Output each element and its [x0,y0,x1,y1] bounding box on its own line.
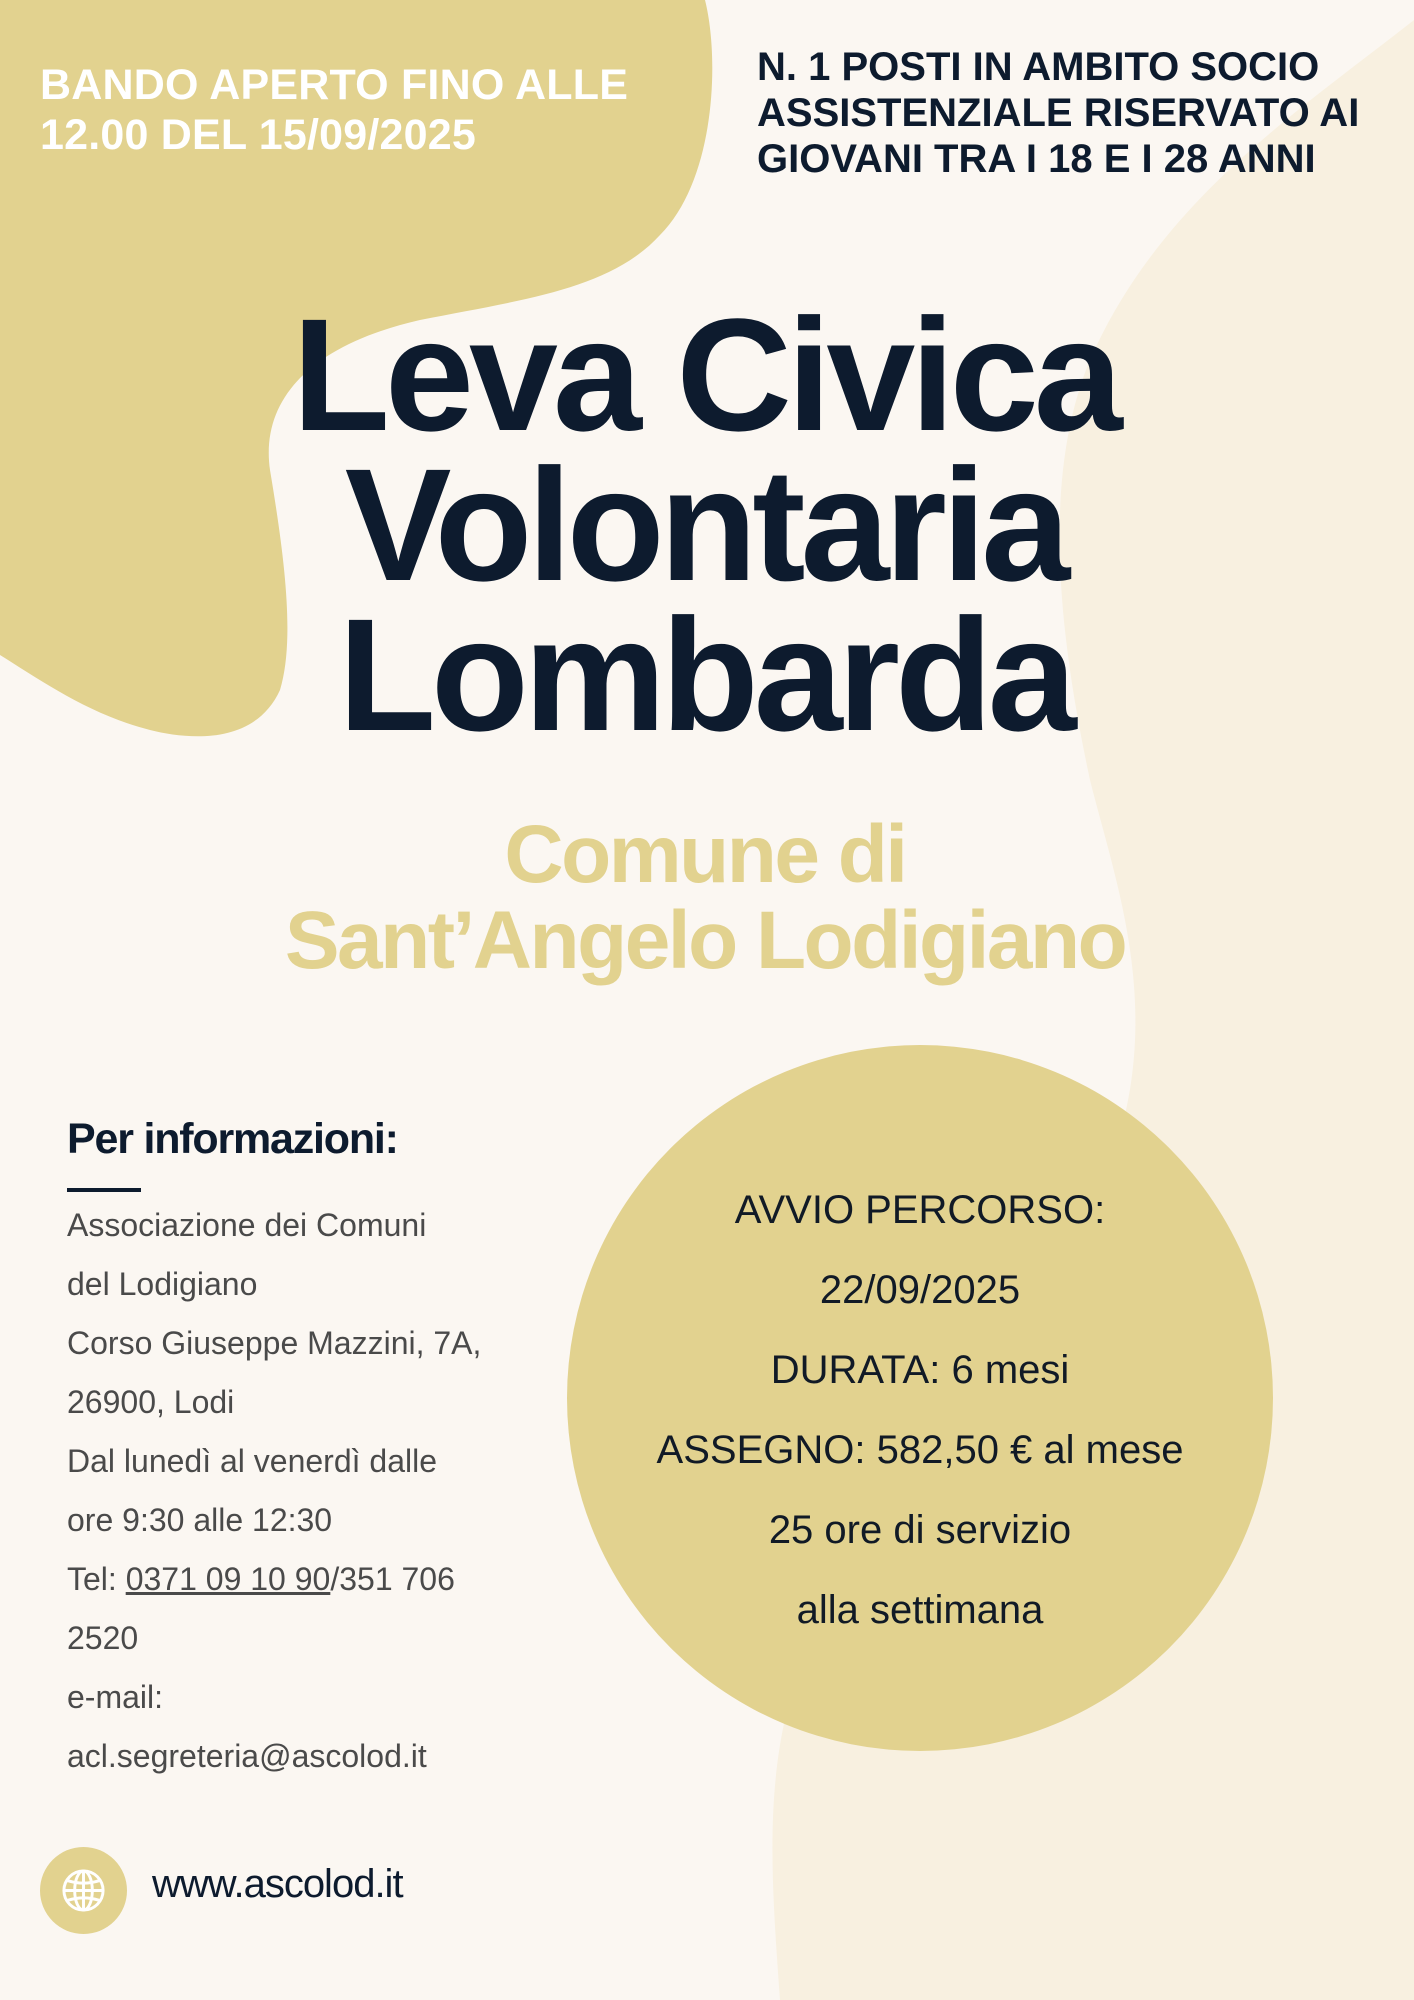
phone-alt: /351 706 [330,1561,455,1597]
duration: DURATA: 6 mesi [770,1348,1070,1392]
start-label: AVVIO PERCORSO: [734,1188,1106,1232]
email-address[interactable]: acl.segreteria@ascolod.it [67,1738,427,1774]
title-line-3: Lombarda [338,585,1072,764]
positions-line-1: N. 1 POSTI IN AMBITO SOCIO [757,45,1320,89]
info-heading: Per informazioni: [67,1115,398,1163]
contact-info [67,1196,557,1786]
positions-line-3: GIOVANI TRA I 18 E I 28 ANNI [757,137,1316,181]
comune-line-2: Sant’Angelo Lodigiano [284,895,1126,986]
info-line: del Lodigiano [67,1266,258,1302]
title-line-2: Volontaria [344,435,1066,614]
service-hours: 25 ore di servizio [768,1508,1072,1552]
address-line: 26900, Lodi [67,1384,235,1420]
deadline-line-2: 12.00 DEL 15/09/2025 [40,111,476,159]
title-line-1: Leva Civica [292,285,1118,464]
phone-label: Tel: [67,1561,126,1597]
phone-line [67,1550,557,1609]
address-line: Corso Giuseppe Mazzini, 7A, [67,1325,482,1361]
comune-line-1: Comune di [504,809,906,900]
email-label: e-mail: [67,1679,164,1715]
hours-line: Dal lunedì al venerdì dalle [67,1443,438,1479]
positions-notice [757,44,1397,182]
info-divider [67,1188,141,1192]
hours-line: ore 9:30 alle 12:30 [67,1502,333,1538]
service-hours-continued: alla settimana [796,1588,1044,1632]
globe-icon [60,1867,107,1914]
start-date: 22/09/2025 [819,1268,1021,1312]
deadline-line-1: BANDO APERTO FINO ALLE [40,61,629,109]
deadline-banner [40,60,680,160]
municipality-title [130,809,1280,986]
positions-line-2: ASSISTENZIALE RISERVATO AI [757,91,1360,135]
program-details [567,1170,1273,1650]
allowance: ASSEGNO: 582,50 € al mese [656,1428,1184,1472]
phone-line-continued: 2520 [67,1620,139,1656]
phone-link[interactable]: 0371 09 10 90 [125,1561,331,1597]
globe-icon-badge [40,1847,127,1934]
main-title [170,285,1240,764]
info-line: Associazione dei Comuni [67,1207,427,1243]
website-link[interactable]: www.ascolod.it [152,1862,403,1906]
